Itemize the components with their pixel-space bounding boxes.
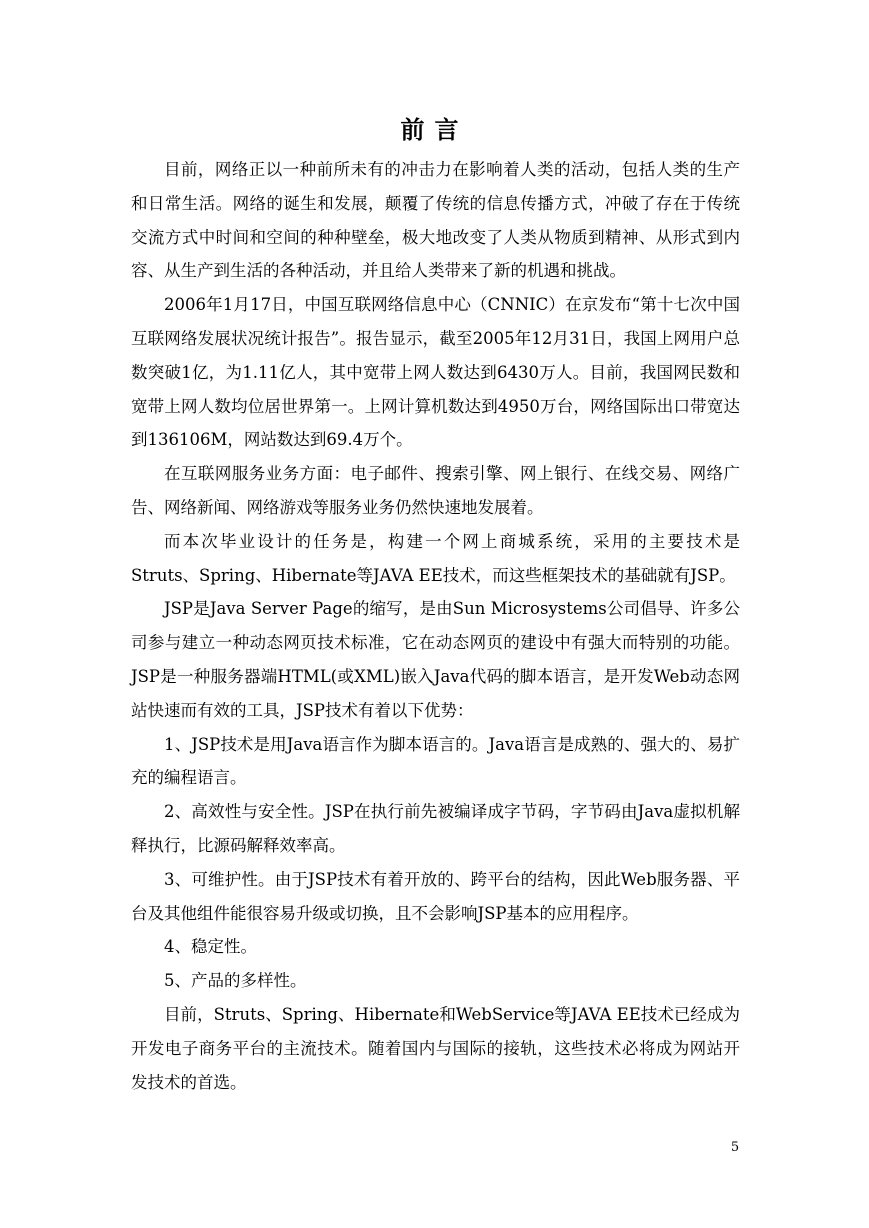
document-body [131,153,740,1099]
list-item: 1、JSP技术是用Java语言作为脚本语言的。Java语言是成熟的、强大的、易扩充的编程语言。 [131,734,740,788]
page-title: 前言 [400,115,469,144]
list-item: 4、稳定性。 [164,937,257,957]
paragraph: 目前，网络正以一种前所未有的冲击力在影响着人类的活动，包括人类的生产和日常生活。网络的诞生和发展，颠覆了传统的信息传播方式，冲破了存在于传统交流方式中时间和空间的种种壁垒，极大地改变了人类从物质到精神、从形式到内容、从生产到生活的各种活动，并且给人类带来了新的机遇和挑战。 [131,160,740,281]
paragraph: 在互联网服务业务方面：电子邮件、搜索引擎、网上银行、在线交易、网络广告、网络新闻、网络游戏等服务业务仍然快速地发展着。 [131,464,740,517]
paragraph: 目前，Struts、Spring、Hibernate和WebService等JAVA EE技术已经成为开发电子商务平台的主流技术。随着国内与国际的接轨，这些技术必将成为网站开发技术的首选。 [131,1004,740,1092]
list-item: 2、高效性与安全性。JSP在执行前先被编译成字节码，字节码由Java虚拟机解释执行，比源码解释效率高。 [131,802,740,855]
paragraph: JSP是Java Server Page的缩写，是由Sun Microsystems公司倡导、许多公司参与建立一种动态网页技术标准，它在动态网页的建设中有强大而特别的功能。JSP是一种服务器端HTML(或XML)嵌入Java代码的脚本语言，是开发Web动态网站快速而有效的工具，JSP技术有着以下优势： [131,599,740,720]
paragraph: 而本次毕业设计的任务是，构建一个网上商城系统，采用的主要技术是Struts、Spring、Hibernate等JAVA EE技术，而这些框架技术的基础就有JSP。 [131,531,740,585]
list-item: 3、可维护性。由于JSP技术有着开放的、跨平台的结构，因此Web服务器、平台及其他组件能很容易升级或切换，且不会影响JSP基本的应用程序。 [131,869,740,923]
page-number: 5 [730,1140,740,1155]
paragraph: 2006年1月17日，中国互联网络信息中心（CNNIC）在京发布“第十七次中国互联网络发展状况统计报告”。报告显示，截至2005年12月31日，我国上网用户总数突破1亿，为1.11亿人，其中宽带上网人数达到6430万人。目前，我国网民数和宽带上网人数均位居世界第一。上网计算机数达到4950万台，网络国际出口带宽达到136106M，网站数达到69.4万个。 [131,295,740,450]
list-item: 5、产品的多样性。 [164,971,307,991]
